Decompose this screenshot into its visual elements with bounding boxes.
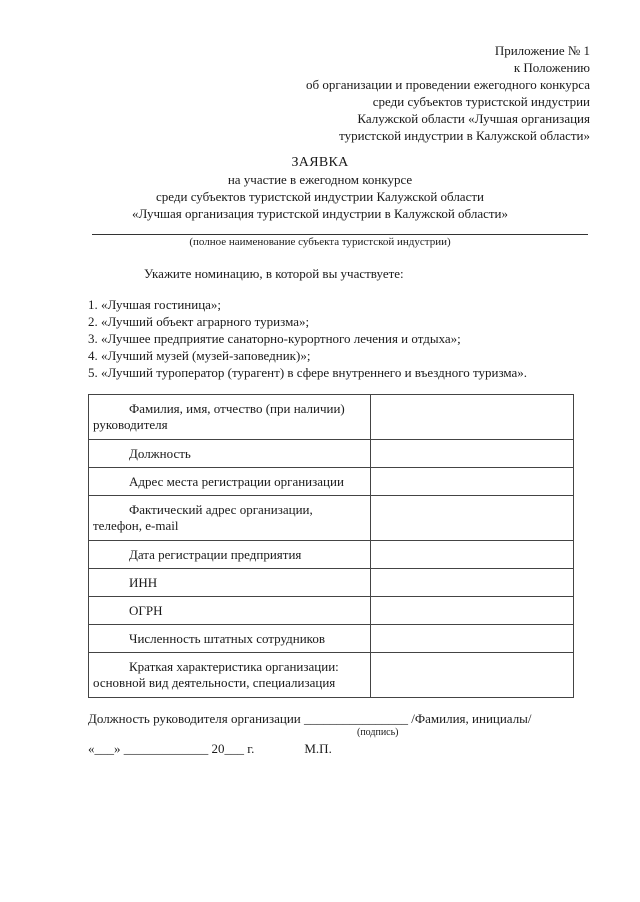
row-label: ОГРН (89, 597, 371, 625)
organization-info-table (88, 394, 574, 698)
table-row (89, 569, 574, 597)
nomination-item[interactable]: 1. «Лучшая гостиница»; (88, 297, 222, 312)
nomination-instruction: Укажите номинацию, в которой вы участвуете: (144, 266, 404, 281)
annex-header (306, 42, 590, 144)
row-label: Фактический адрес организации, телефон, e-mail (89, 496, 371, 541)
table-row (89, 625, 574, 653)
signature-line[interactable]: Должность руководителя организации ________________ /Фамилия, инициалы/ (88, 711, 532, 726)
row-value-field[interactable] (370, 597, 573, 625)
annex-line: среди субъектов туристской индустрии (372, 94, 590, 109)
row-value-field[interactable] (370, 541, 573, 569)
row-label: Должность (89, 440, 371, 468)
annex-line: Приложение № 1 (494, 43, 590, 58)
nomination-list (88, 296, 527, 381)
document-title (0, 154, 640, 222)
table-row (89, 541, 574, 569)
stamp-label: М.П. (304, 741, 332, 756)
signature-caption: (подпись) (357, 727, 399, 738)
row-label: ИНН (89, 569, 371, 597)
table-row (89, 468, 574, 496)
row-label: Численность штатных сотрудников (89, 625, 371, 653)
date-line (88, 740, 332, 757)
title-line: среди субъектов туристской индустрии Калужской области (156, 189, 484, 204)
row-value-field[interactable] (370, 395, 573, 440)
nomination-item[interactable]: 3. «Лучшее предприятие санаторно-курортного лечения и отдыха»; (88, 331, 461, 346)
organization-name-caption: (полное наименование субъекта туристской индустрии) (189, 236, 451, 248)
nomination-item[interactable]: 2. «Лучший объект аграрного туризма»; (88, 314, 310, 329)
annex-line: Калужской области «Лучшая организация (357, 111, 590, 126)
row-value-field[interactable] (370, 653, 573, 698)
title-heading: ЗАЯВКА (291, 155, 349, 170)
title-line: на участие в ежегодном конкурсе (227, 172, 413, 187)
table-row (89, 440, 574, 468)
date-field[interactable]: «___» _____________ 20___ г. (88, 741, 255, 756)
row-value-field[interactable] (370, 440, 573, 468)
annex-line: к Положению (513, 60, 590, 75)
organization-name-field[interactable] (92, 234, 588, 235)
table-row (89, 395, 574, 440)
nomination-item[interactable]: 4. «Лучший музей (музей-заповедник)»; (88, 348, 311, 363)
table-row (89, 653, 574, 698)
annex-line: туристской индустрии в Калужской области» (339, 128, 590, 143)
annex-line: об организации и проведении ежегодного конкурса (306, 77, 590, 92)
row-label: Краткая характеристика организации: основной вид деятельности, специализация (89, 653, 371, 698)
row-value-field[interactable] (370, 496, 573, 541)
nomination-item[interactable]: 5. «Лучший туроператор (турагент) в сфере внутреннего и въездного туризма». (88, 365, 528, 380)
row-value-field[interactable] (370, 625, 573, 653)
row-label: Дата регистрации предприятия (89, 541, 371, 569)
table-row (89, 597, 574, 625)
row-value-field[interactable] (370, 569, 573, 597)
row-label: Фамилия, имя, отчество (при наличии) руководителя (89, 395, 371, 440)
row-value-field[interactable] (370, 468, 573, 496)
title-line: «Лучшая организация туристской индустрии в Калужской области» (131, 206, 509, 221)
table-row (89, 496, 574, 541)
row-label: Адрес места регистрации организации (89, 468, 371, 496)
